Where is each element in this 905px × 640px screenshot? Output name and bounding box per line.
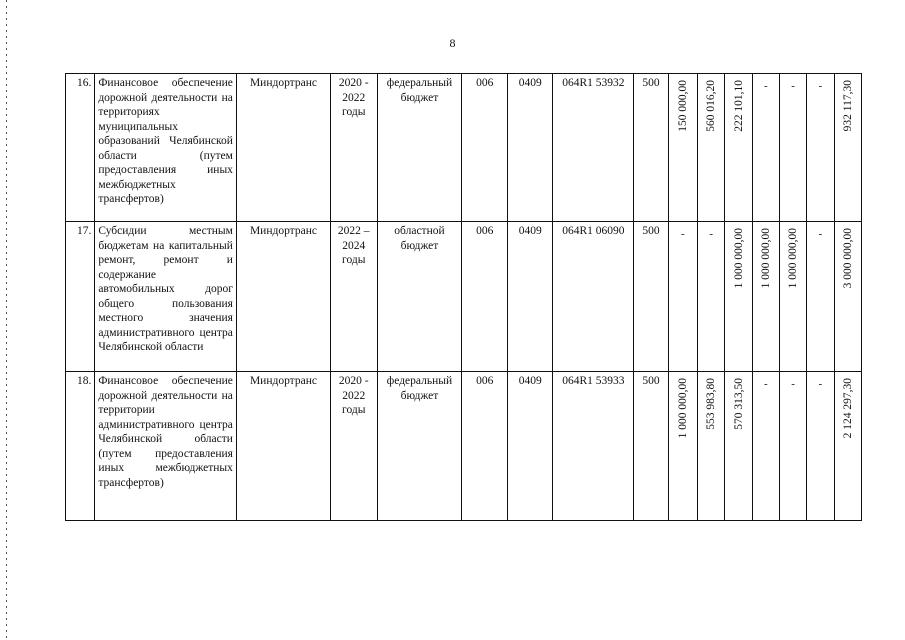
row-period: 2022 – 2024 годы	[330, 222, 377, 372]
row-amount-4	[752, 372, 779, 521]
row-amount-2	[698, 372, 725, 521]
row-csr: 064R1 53933	[553, 372, 634, 521]
amount-value: -	[681, 228, 685, 240]
row-amount-5	[779, 222, 806, 372]
amount-value: 150 000,00	[676, 80, 689, 132]
row-name: Субсидии местным бюджетам на капитальный ремонт, ремонт и содержание автомобильных дорог общего пользования местного значения административного центра Челябинской области	[95, 222, 237, 372]
row-period: 2020 - 2022 годы	[330, 74, 377, 222]
row-number: 18.	[66, 372, 95, 521]
amount-value: -	[791, 80, 795, 92]
amount-value: 553 983,80	[704, 378, 717, 430]
row-grbs: 006	[462, 74, 508, 222]
amount-value: -	[818, 228, 823, 240]
row-amount-6	[807, 74, 834, 222]
row-amount-2	[698, 222, 725, 372]
amount-value: -	[791, 378, 795, 390]
row-source: федеральный бюджет	[377, 372, 462, 521]
amount-value: 1 000 000,00	[676, 378, 689, 439]
row-vr: 500	[634, 222, 668, 372]
row-rzpr: 0409	[507, 74, 553, 222]
amount-value: 1 000 000,00	[786, 228, 799, 289]
table-row	[66, 372, 862, 521]
row-executor: Миндортранс	[236, 74, 330, 222]
row-name: Финансовое обеспечение дорожной деятельности на территориях муниципальных образований Челябинской области (путем предоставления иных межбюджетных трансфертов)	[95, 74, 237, 222]
row-amount-1	[668, 222, 697, 372]
row-name: Финансовое обеспечение дорожной деятельности на территории административного центра Челябинской области (путем предоставления иных межбюджетных трансфертов)	[95, 372, 237, 521]
table-row	[66, 222, 862, 372]
amount-value: -	[763, 378, 768, 390]
amount-value: 1 000 000,00	[732, 228, 745, 289]
amount-value: 3 000 000,00	[841, 228, 854, 289]
row-vr: 500	[634, 74, 668, 222]
amount-value: -	[818, 80, 823, 92]
row-csr: 064R1 06090	[553, 222, 634, 372]
row-number: 16.	[66, 74, 95, 222]
row-amount-1	[668, 372, 697, 521]
row-amount-3	[725, 222, 752, 372]
page-edge-line	[6, 0, 7, 640]
budget-table	[65, 73, 862, 521]
row-amount-6	[807, 222, 834, 372]
amount-value: -	[818, 378, 823, 390]
row-grbs: 006	[462, 372, 508, 521]
row-number: 17.	[66, 222, 95, 372]
row-amount-2	[698, 74, 725, 222]
row-amount-7	[834, 222, 861, 372]
amount-value: 570 313,50	[732, 378, 745, 430]
row-rzpr: 0409	[507, 222, 553, 372]
amount-value: -	[709, 228, 714, 240]
page-number: 8	[449, 36, 456, 50]
row-amount-3	[725, 372, 752, 521]
row-csr: 064R1 53932	[553, 74, 634, 222]
row-source: областной бюджет	[377, 222, 462, 372]
amount-value: 222 101,10	[732, 80, 745, 132]
row-rzpr: 0409	[507, 372, 553, 521]
row-amount-5	[779, 74, 806, 222]
amount-value: 2 124 297,30	[841, 378, 854, 439]
row-amount-4	[752, 222, 779, 372]
amount-value: 1 000 000,00	[759, 228, 772, 289]
table-row	[66, 74, 862, 222]
amount-value: -	[763, 80, 768, 92]
row-amount-1	[668, 74, 697, 222]
row-period: 2020 - 2022 годы	[330, 372, 377, 521]
row-amount-6	[807, 372, 834, 521]
row-amount-4	[752, 74, 779, 222]
row-executor: Миндортранс	[236, 222, 330, 372]
row-amount-7	[834, 74, 861, 222]
row-amount-7	[834, 372, 861, 521]
row-amount-3	[725, 74, 752, 222]
amount-value: 932 117,30	[841, 80, 854, 132]
amount-value: 560 016,20	[704, 80, 717, 132]
row-executor: Миндортранс	[236, 372, 330, 521]
row-source: федеральный бюджет	[377, 74, 462, 222]
row-grbs: 006	[462, 222, 508, 372]
row-amount-5	[779, 372, 806, 521]
row-vr: 500	[634, 372, 668, 521]
